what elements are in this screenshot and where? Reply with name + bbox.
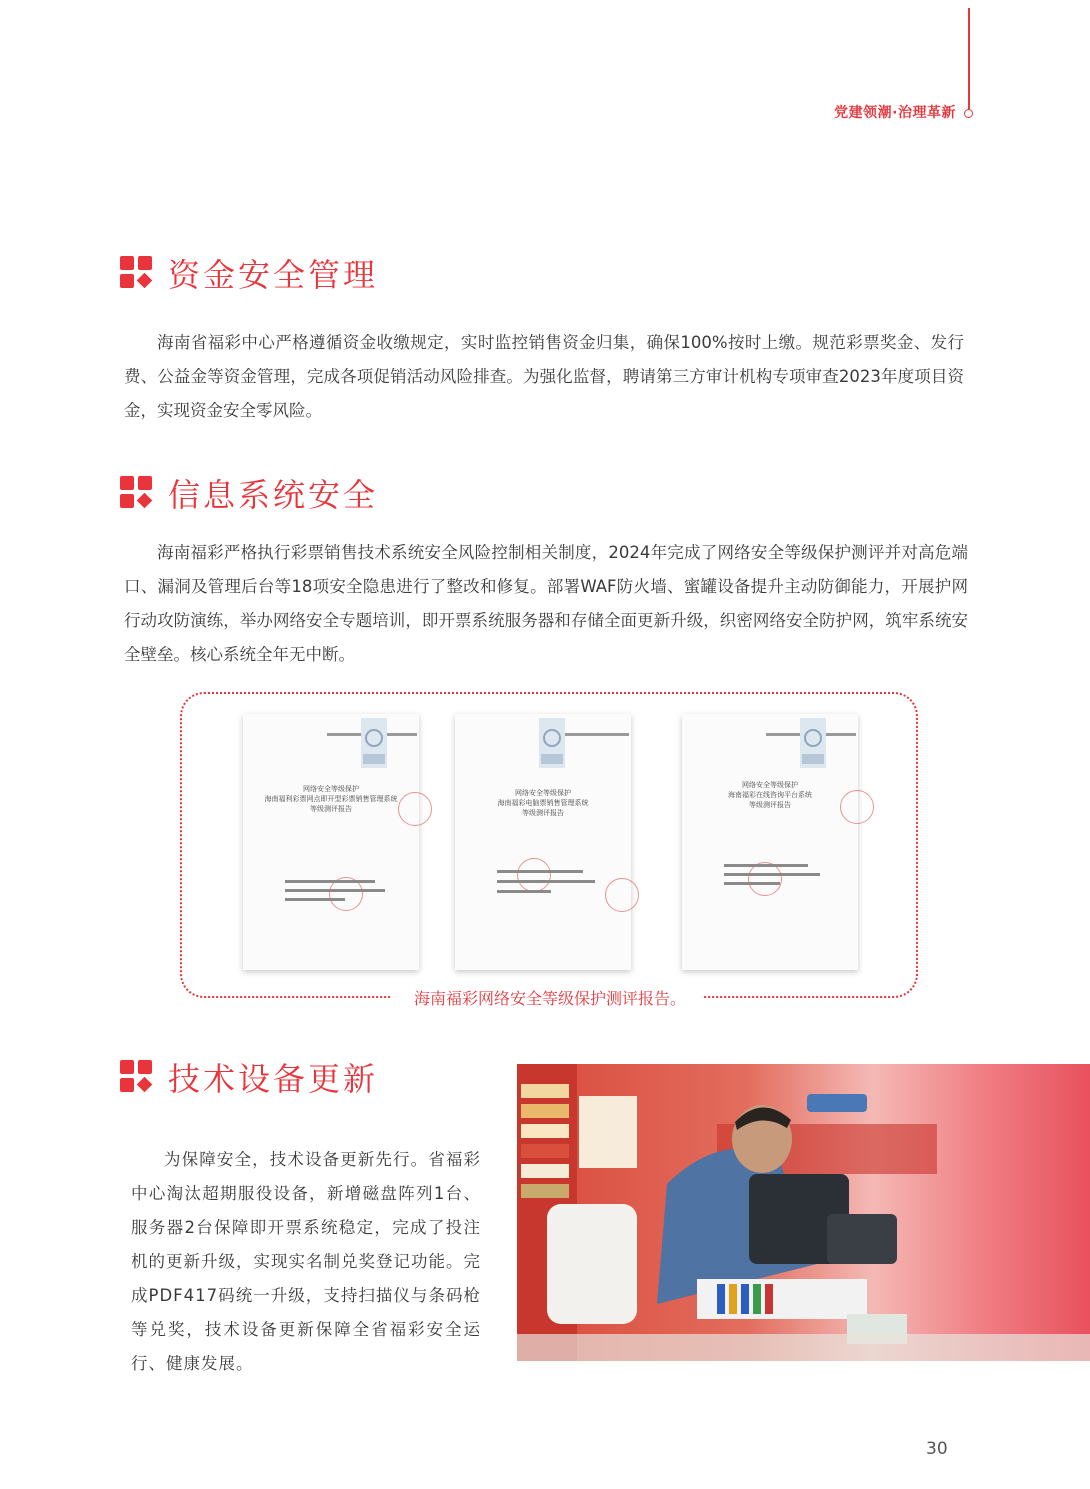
report-info-line xyxy=(285,880,375,883)
report-info-line xyxy=(285,889,385,892)
report-seal xyxy=(605,878,639,912)
report-info-line xyxy=(285,898,345,901)
report-info-line xyxy=(497,880,595,883)
header-accent-dot xyxy=(964,109,973,118)
report-title: 网络安全等级保护 海南福彩在线咨询平台系统 等级测评报告 xyxy=(728,781,812,809)
section-heading-funds xyxy=(120,250,378,296)
photo-illustration xyxy=(517,1064,1090,1361)
section-body: 海南福彩严格执行彩票销售技术系统安全风险控制相关制度，2024年完成了网络安全等级保护测评并对高危端口、漏洞及管理后台等18项安全隐患进行了整改和修复。部署WAF防火墙、蜜罐设备提升主动防御能力，开展护网行动攻防演练，举办网络安全专题培训，即开票系统服务器和存储全面更新升级，织密网络安全防护网，筑牢系统安全壁垒。核心系统全年无中断。 xyxy=(124,543,968,664)
section-body: 为保障安全，技术设备更新先行。省福彩中心淘汰超期服役设备，新增磁盘阵列1台、服务器2台保障即开票系统稳定，完成了投注机的更新升级，实现实名制兑奖登记功能。完成PDF417码统一升级，支持扫描仪与条码枪等兑奖，技术设备更新保障全省福彩安全运行、健康发展。 xyxy=(131,1150,481,1373)
report-info-line xyxy=(724,864,808,867)
report-info-line xyxy=(724,873,820,876)
section-title: 资金安全管理 xyxy=(168,256,379,294)
report-title: 网络安全等级保护 海南福彩电脑票销售管理系统 等级测评报告 xyxy=(497,789,589,817)
section-body: 海南省福彩中心严格遵循资金收缴规定，实时监控销售资金归集，确保100%按时上缴。规范彩票奖金、发行费、公益金等资金管理，完成各项促销活动风险排查。为强化监督，聘请第三方审计机构专项审查2023年度项目资金，实现资金安全零风险。 xyxy=(124,333,964,420)
certificate-caption: 海南福彩网络安全等级保护测评报告。 xyxy=(413,989,686,1008)
report-document xyxy=(243,714,419,970)
section-bullet-icon xyxy=(120,1060,154,1094)
technician-photo xyxy=(517,1064,1090,1361)
report-document xyxy=(455,714,631,970)
djcp-logo-icon xyxy=(800,718,826,768)
section-heading-equipment xyxy=(120,1054,378,1100)
header-accent-line xyxy=(968,8,970,116)
report-title: 网络安全等级保护 海南福利彩票网点即开型彩票销售管理系统 等级测评报告 xyxy=(264,785,398,813)
report-seal xyxy=(517,858,551,892)
report-info-line xyxy=(724,882,780,885)
report-info-line xyxy=(497,870,583,873)
report-document xyxy=(682,714,858,970)
header-tag: 党建领潮·治理革新 xyxy=(834,105,956,121)
report-seal xyxy=(840,790,874,824)
section-title: 信息系统安全 xyxy=(168,476,379,514)
page-number: 30 xyxy=(926,1439,948,1459)
djcp-logo-icon xyxy=(361,718,387,768)
section-heading-info-security xyxy=(120,470,378,516)
section-title: 技术设备更新 xyxy=(168,1060,379,1098)
djcp-logo-icon xyxy=(539,718,565,768)
section-bullet-icon xyxy=(120,256,154,290)
section-bullet-icon xyxy=(120,476,154,510)
report-seal xyxy=(748,862,782,896)
report-info-line xyxy=(497,890,551,893)
report-seal xyxy=(398,792,432,826)
